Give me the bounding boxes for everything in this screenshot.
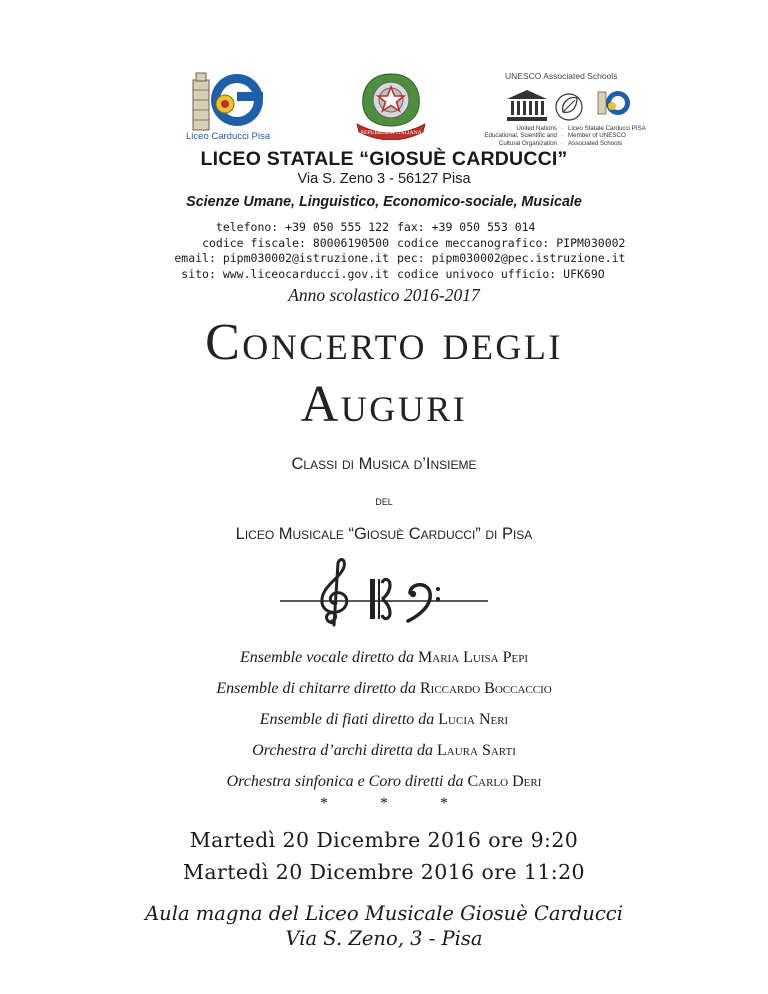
unesco-left-line: Educational, Scientific and xyxy=(484,132,557,140)
ensemble-director: Lucia Neri xyxy=(438,711,509,728)
school-address: Via S. Zeno 3 - 56127 Pisa xyxy=(297,171,471,187)
liceo-musicale-heading: Liceo Musicale “Giosuè Carducci” di Pisa xyxy=(235,525,533,543)
asterisk: * xyxy=(380,795,388,812)
asterisk: * xyxy=(440,795,448,812)
ensemble-description: Orchestra sinfonica e Coro diretti da xyxy=(226,773,464,790)
unesco-left-line: Cultural Organization xyxy=(498,139,557,147)
contact-office-code: codice univoco ufficio: UFK69O xyxy=(397,266,605,281)
venue-name: Aula magna del Liceo Musicale Giosuè Carducci xyxy=(145,902,623,925)
ensemble-description: Ensemble di chitarre diretto da xyxy=(216,680,416,697)
ensemble-description: Ensemble di fiati diretto da xyxy=(259,711,435,728)
classes-heading: Classi di Musica d’Insieme xyxy=(291,455,477,473)
unesco-right-line: Associated Schools xyxy=(568,139,622,147)
ensemble-director: Riccardo Boccaccio xyxy=(419,680,552,697)
ensemble-director: Laura Sarti xyxy=(437,742,516,759)
unesco-divider: · · · xyxy=(560,125,564,147)
contact-left-column xyxy=(150,220,389,282)
venue-address: Via S. Zeno, 3 - Pisa xyxy=(285,927,483,950)
contact-right-column xyxy=(397,220,637,282)
ensemble-line xyxy=(0,710,768,730)
contact-mechanographic-code: codice meccanografico: PIPM030002 xyxy=(397,235,626,250)
ensemble-line xyxy=(0,772,768,792)
ensemble-line xyxy=(0,741,768,761)
unesco-school-leaf-icon xyxy=(553,90,585,124)
ensemble-description: Ensemble vocale diretto da xyxy=(240,649,415,666)
asterisk-separator xyxy=(320,795,448,813)
unesco-left-text xyxy=(476,125,557,147)
unesco-right-line: Member of UNESCO xyxy=(568,132,626,140)
italian-emblem xyxy=(351,70,431,140)
emblem-ribbon-text: REPUBBLICA ITALIANA xyxy=(360,130,422,136)
ensemble-description: Orchestra d’archi diretta da xyxy=(252,742,434,759)
school-name: LICEO STATALE “GIOSUÈ CARDUCCI” xyxy=(200,148,568,170)
contact-pec: pec: pipm030002@pec.istruzione.it xyxy=(397,251,626,266)
asterisk: * xyxy=(320,795,328,812)
music-clefs-icon xyxy=(278,553,490,633)
unesco-left-line: United Nations xyxy=(516,125,557,132)
contact-website: sito: www.liceocarducci.gov.it xyxy=(181,266,389,281)
contact-fax: fax: +39 050 553 014 xyxy=(397,220,536,234)
unesco-temple-icon xyxy=(505,88,549,124)
logo-left-caption: Liceo Carducci Pisa xyxy=(186,131,270,142)
unesco-title: UNESCO Associated Schools xyxy=(505,71,618,81)
contact-phone: telefono: +39 050 555 122 xyxy=(215,220,389,234)
concert-title-line-1: Concerto degli xyxy=(205,314,563,371)
contact-tax-code: codice fiscale: 80006190500 xyxy=(202,235,389,250)
del-text: del xyxy=(375,493,393,508)
ensemble-director: Maria Luisa Pepi xyxy=(418,649,528,666)
ensemble-director: Carlo Deri xyxy=(467,773,542,790)
school-subtitle: Scienze Umane, Linguistico, Economico-sociale, Musicale xyxy=(186,194,582,210)
unesco-right-text xyxy=(568,125,648,147)
contact-email: email: pipm030002@istruzione.it xyxy=(174,251,389,266)
school-year: Anno scolastico 2016-2017 xyxy=(288,285,480,305)
unesco-right-line: Liceo Statale Carducci PISA xyxy=(568,125,646,132)
concert-title-line-2: Auguri xyxy=(300,376,468,433)
concert-date-1: Martedì 20 Dicembre 2016 ore 9:20 xyxy=(189,828,579,852)
liceo-mini-logo xyxy=(592,88,632,120)
ensemble-line xyxy=(0,648,768,668)
ensemble-line xyxy=(0,679,768,699)
concert-date-2: Martedì 20 Dicembre 2016 ore 11:20 xyxy=(183,860,585,884)
